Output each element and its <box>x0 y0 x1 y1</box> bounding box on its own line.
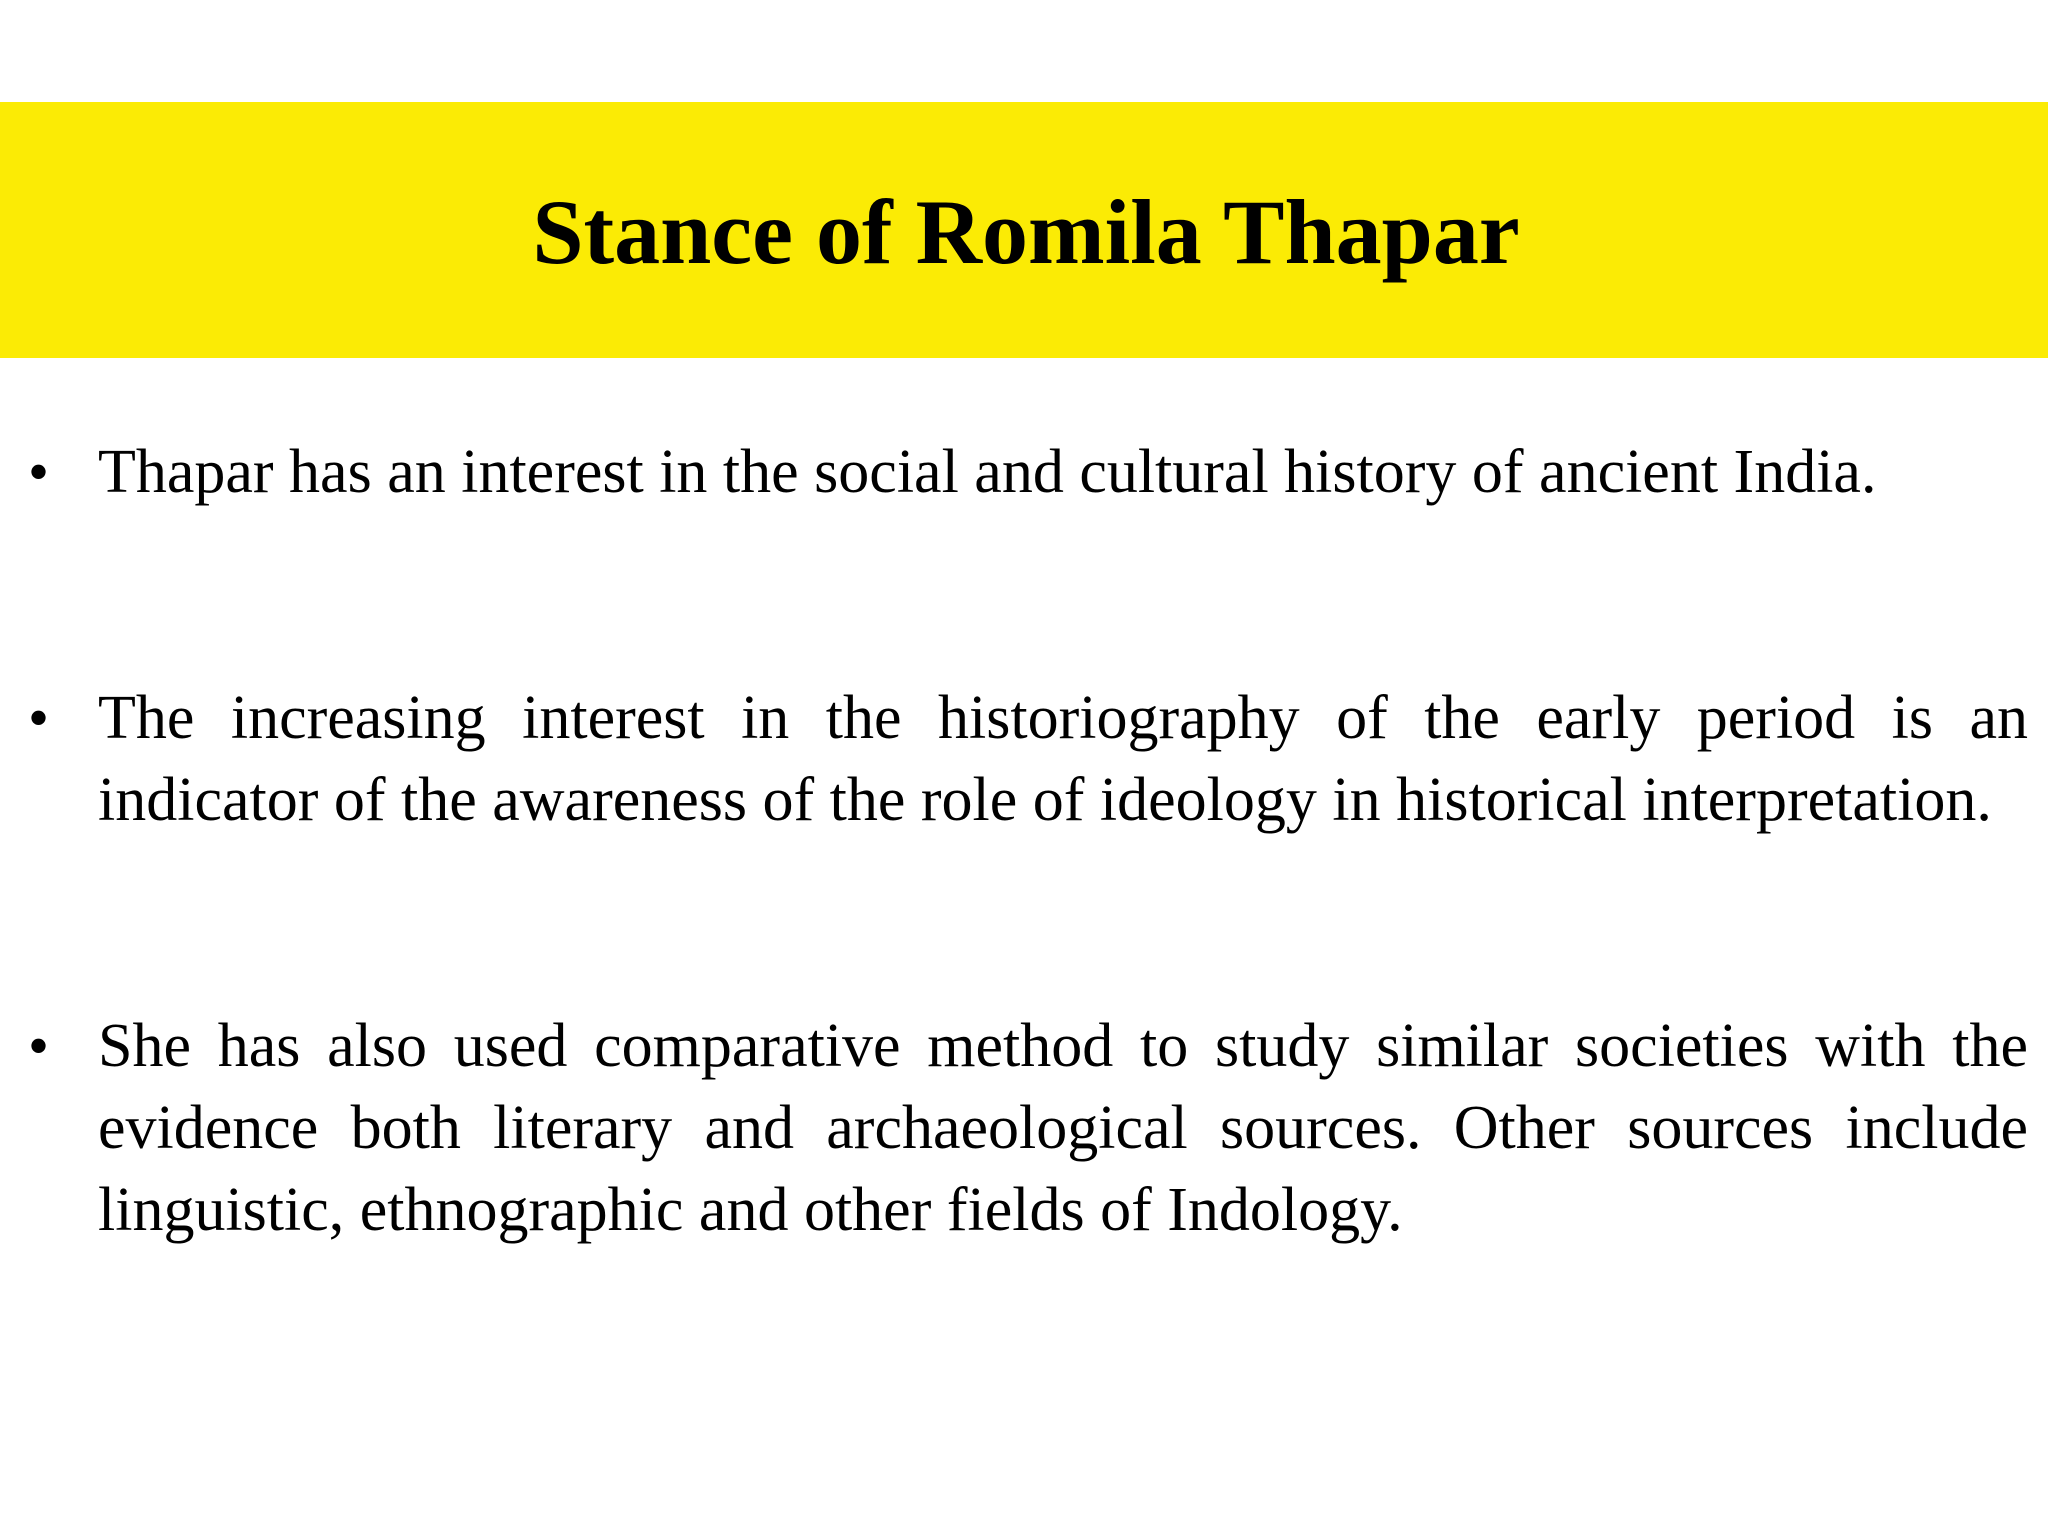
title-band <box>0 102 2048 358</box>
bullet-marker-icon: • <box>28 439 50 505</box>
bullet-text: Thapar has an interest in the social and cultural history of ancient India. <box>98 438 1877 506</box>
bullet-text: She has also used comparative method to study similar societies with the evidence both literary and archaeological sources. Other sources include linguistic, ethnographic and other fields of Indology. <box>98 1012 2028 1244</box>
bullet-marker-icon: • <box>28 1013 50 1079</box>
bullet-text: The increasing interest in the historiography of the early period is an indicator of the awareness of the role of ideology in historical interpretation. <box>98 684 2028 834</box>
bullet-marker-icon: • <box>28 685 50 751</box>
slide-title: Stance of Romila Thapar <box>532 181 1520 283</box>
